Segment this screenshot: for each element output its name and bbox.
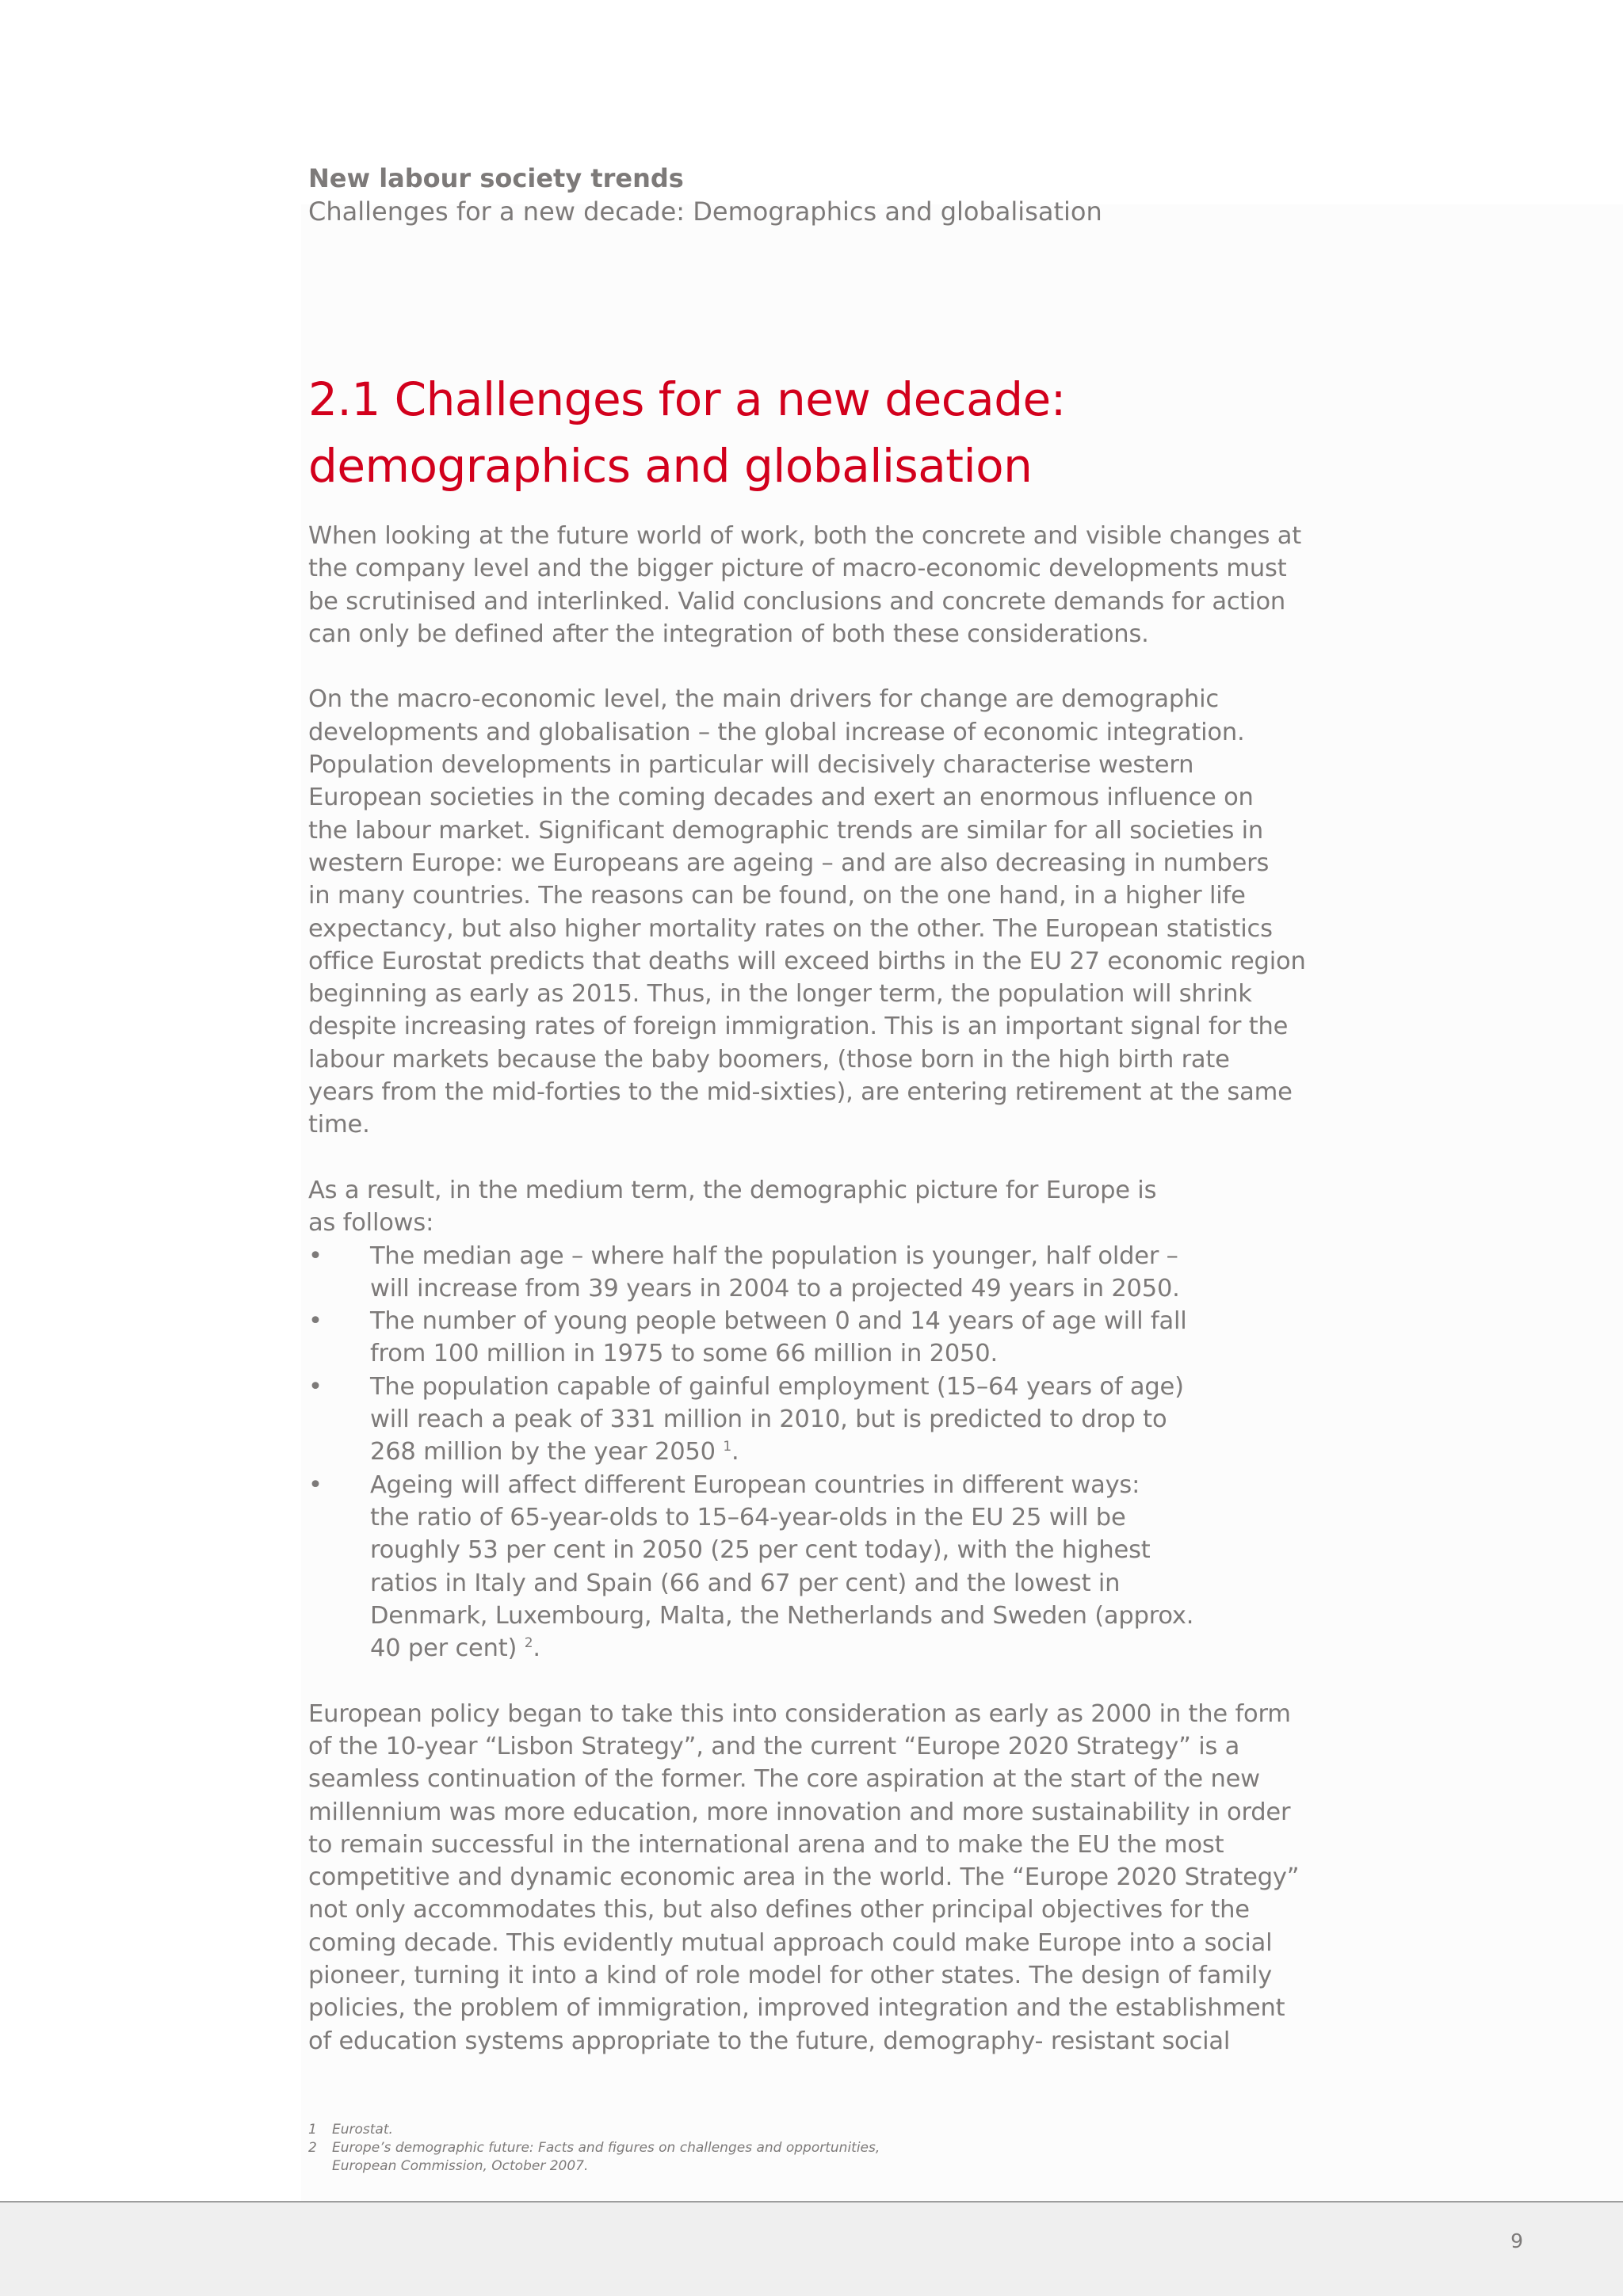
- footnote-ref-2[interactable]: 2: [524, 1634, 533, 1651]
- paragraph-spacer: [308, 650, 1259, 683]
- paragraph-line: millennium was more education, more innovation and more sustainability in order: [308, 1798, 1291, 1826]
- bullet-line: will reach a peak of 331 million in 2010, but is predicted to drop to: [370, 1405, 1167, 1434]
- paragraph-line: to remain successful in the international arena and to make the EU the most: [308, 1830, 1224, 1859]
- bullet-line: The population capable of gainful employment (15–64 years of age): [370, 1372, 1184, 1401]
- bullet-line: [370, 1632, 1259, 1665]
- paragraph-line: competitive and dynamic economic area in the world. The “Europe 2020 Strategy”: [308, 1863, 1300, 1892]
- body-text: [308, 520, 1306, 2058]
- footnote-number: 1: [308, 2122, 317, 2138]
- paragraph-line: as follows:: [308, 1209, 434, 1238]
- paragraph-line: years from the mid-forties to the mid-sixties), are entering retirement at the same: [308, 1078, 1293, 1107]
- bullet-dot: •: [308, 1470, 323, 1499]
- footnote-number: 2: [308, 2140, 317, 2156]
- paragraph-line: not only accommodates this, but also defines other principal objectives for the: [308, 1896, 1250, 1924]
- bullet-line: Denmark, Luxembourg, Malta, the Netherlands and Sweden (approx.: [370, 1601, 1194, 1630]
- paragraph-line: in many countries. The reasons can be found, on the one hand, in a higher life: [308, 882, 1246, 910]
- paragraph-line: despite increasing rates of foreign immigration. This is an important signal for the: [308, 1013, 1289, 1041]
- footer-bar: [0, 2201, 1623, 2296]
- bullet-list: [308, 1240, 1259, 1665]
- paragraph-line: When looking at the future world of work, both the concrete and visible changes at: [308, 522, 1302, 550]
- page-number: 9: [1510, 2229, 1523, 2252]
- bullet-item-1: [308, 1240, 1259, 1306]
- paragraph-4: [308, 1698, 1300, 2058]
- bullet-line: will increase from 39 years in 2004 to a projected 49 years in 2050.: [370, 1274, 1180, 1302]
- running-head-subtitle: Challenges for a new decade: Demographics and globalisation: [308, 196, 1102, 227]
- footnote-2: [308, 2139, 880, 2176]
- paragraph-line: be scrutinised and interlinked. Valid conclusions and concrete demands for action: [308, 587, 1286, 616]
- bullet-line: [370, 1436, 1259, 1468]
- paragraph-line: time.: [308, 1111, 370, 1139]
- paragraph-line: of education systems appropriate to the future, demography- resistant social: [308, 2027, 1231, 2055]
- bullet-dot: •: [308, 1307, 323, 1336]
- bullet-line-tail: .: [533, 1634, 540, 1663]
- bullet-line: The median age – where half the population is younger, half older –: [370, 1241, 1178, 1270]
- bullet-item-2: [308, 1305, 1259, 1371]
- paragraph-line: office Eurostat predicts that deaths will exceed births in the EU 27 economic region: [308, 947, 1306, 975]
- bullet-line: from 100 million in 1975 to some 66 million in 2050.: [370, 1340, 998, 1368]
- bullet-line: Ageing will affect different European countries in different ways:: [370, 1470, 1140, 1499]
- paragraph-line: expectancy, but also higher mortality rates on the other. The European statistics: [308, 914, 1273, 943]
- paragraph-3: [308, 1174, 1259, 1240]
- bullet-line: The number of young people between 0 and 14 years of age will fall: [370, 1307, 1187, 1336]
- paragraph-spacer: [308, 1142, 1259, 1174]
- paragraph-line: the labour market. Significant demographic trends are similar for all societies in: [308, 816, 1264, 845]
- bullet-item-4: [308, 1469, 1259, 1665]
- running-head: [308, 162, 1102, 228]
- paragraph-line: beginning as early as 2015. Thus, in the longer term, the population will shrink: [308, 980, 1252, 1009]
- paragraph-line: On the macro-economic level, the main drivers for change are demographic: [308, 685, 1219, 714]
- paragraph-line: policies, the problem of immigration, improved integration and the establishment: [308, 1994, 1285, 2023]
- footnote-text: Eurostat.: [332, 2122, 393, 2138]
- bullet-line-tail: .: [731, 1438, 739, 1466]
- bullet-line-text: 40 per cent): [370, 1634, 517, 1663]
- paragraph-line: seamless continuation of the former. The core aspiration at the start of the new: [308, 1765, 1260, 1794]
- bullet-dot: •: [308, 1241, 323, 1270]
- footnote-text-continued: European Commission, October 2007.: [332, 2158, 589, 2174]
- paragraph-line: coming decade. This evidently mutual approach could make Europe into a social: [308, 1928, 1273, 1957]
- footnote-ref-1[interactable]: 1: [723, 1439, 731, 1455]
- section-heading-line-2: demographics and globalisation: [308, 439, 1033, 493]
- paragraph-line: can only be defined after the integration of both these considerations.: [308, 620, 1149, 648]
- section-heading: [308, 366, 1338, 499]
- bullet-line: ratios in Italy and Spain (66 and 67 per cent) and the lowest in: [370, 1569, 1121, 1597]
- footnote-1: [308, 2121, 880, 2139]
- paragraph-line: European societies in the coming decades and exert an enormous influence on: [308, 784, 1254, 812]
- paragraph-line: western Europe: we Europeans are ageing – and are also decreasing in numbers: [308, 849, 1270, 877]
- paragraph-line: Population developments in particular will decisively characterise western: [308, 751, 1194, 780]
- paragraph-line: the company level and the bigger picture of macro-economic developments must: [308, 555, 1287, 583]
- bullet-line: the ratio of 65-year-olds to 15–64-year-olds in the EU 25 will be: [370, 1503, 1126, 1531]
- paragraph-line: As a result, in the medium term, the demographic picture for Europe is: [308, 1176, 1157, 1204]
- paragraph-2: [308, 683, 1306, 1141]
- paragraph-1: [308, 520, 1302, 650]
- running-head-section: New labour society trends: [308, 163, 684, 193]
- paragraph-line: pioneer, turning it into a kind of role model for other states. The design of family: [308, 1962, 1272, 1990]
- footnote-text: Europe’s demographic future: Facts and figures on challenges and opportunities,: [332, 2140, 880, 2156]
- bullet-line-text: 268 million by the year 2050: [370, 1438, 716, 1466]
- paragraph-line: developments and globalisation – the global increase of economic integration.: [308, 718, 1245, 746]
- bullet-dot: •: [308, 1372, 323, 1401]
- paragraph-line: European policy began to take this into consideration as early as 2000 in the form: [308, 1699, 1291, 1728]
- paragraph-line: labour markets because the baby boomers, (those born in the high birth rate: [308, 1045, 1230, 1074]
- footnotes: [308, 2121, 880, 2176]
- paragraph-spacer: [308, 1665, 1259, 1697]
- section-heading-line-1: 2.1 Challenges for a new decade:: [308, 372, 1066, 426]
- bullet-item-3: [308, 1371, 1259, 1469]
- bullet-line: roughly 53 per cent in 2050 (25 per cent today), with the highest: [370, 1536, 1151, 1565]
- paragraph-line: of the 10-year “Lisbon Strategy”, and the current “Europe 2020 Strategy” is a: [308, 1732, 1240, 1760]
